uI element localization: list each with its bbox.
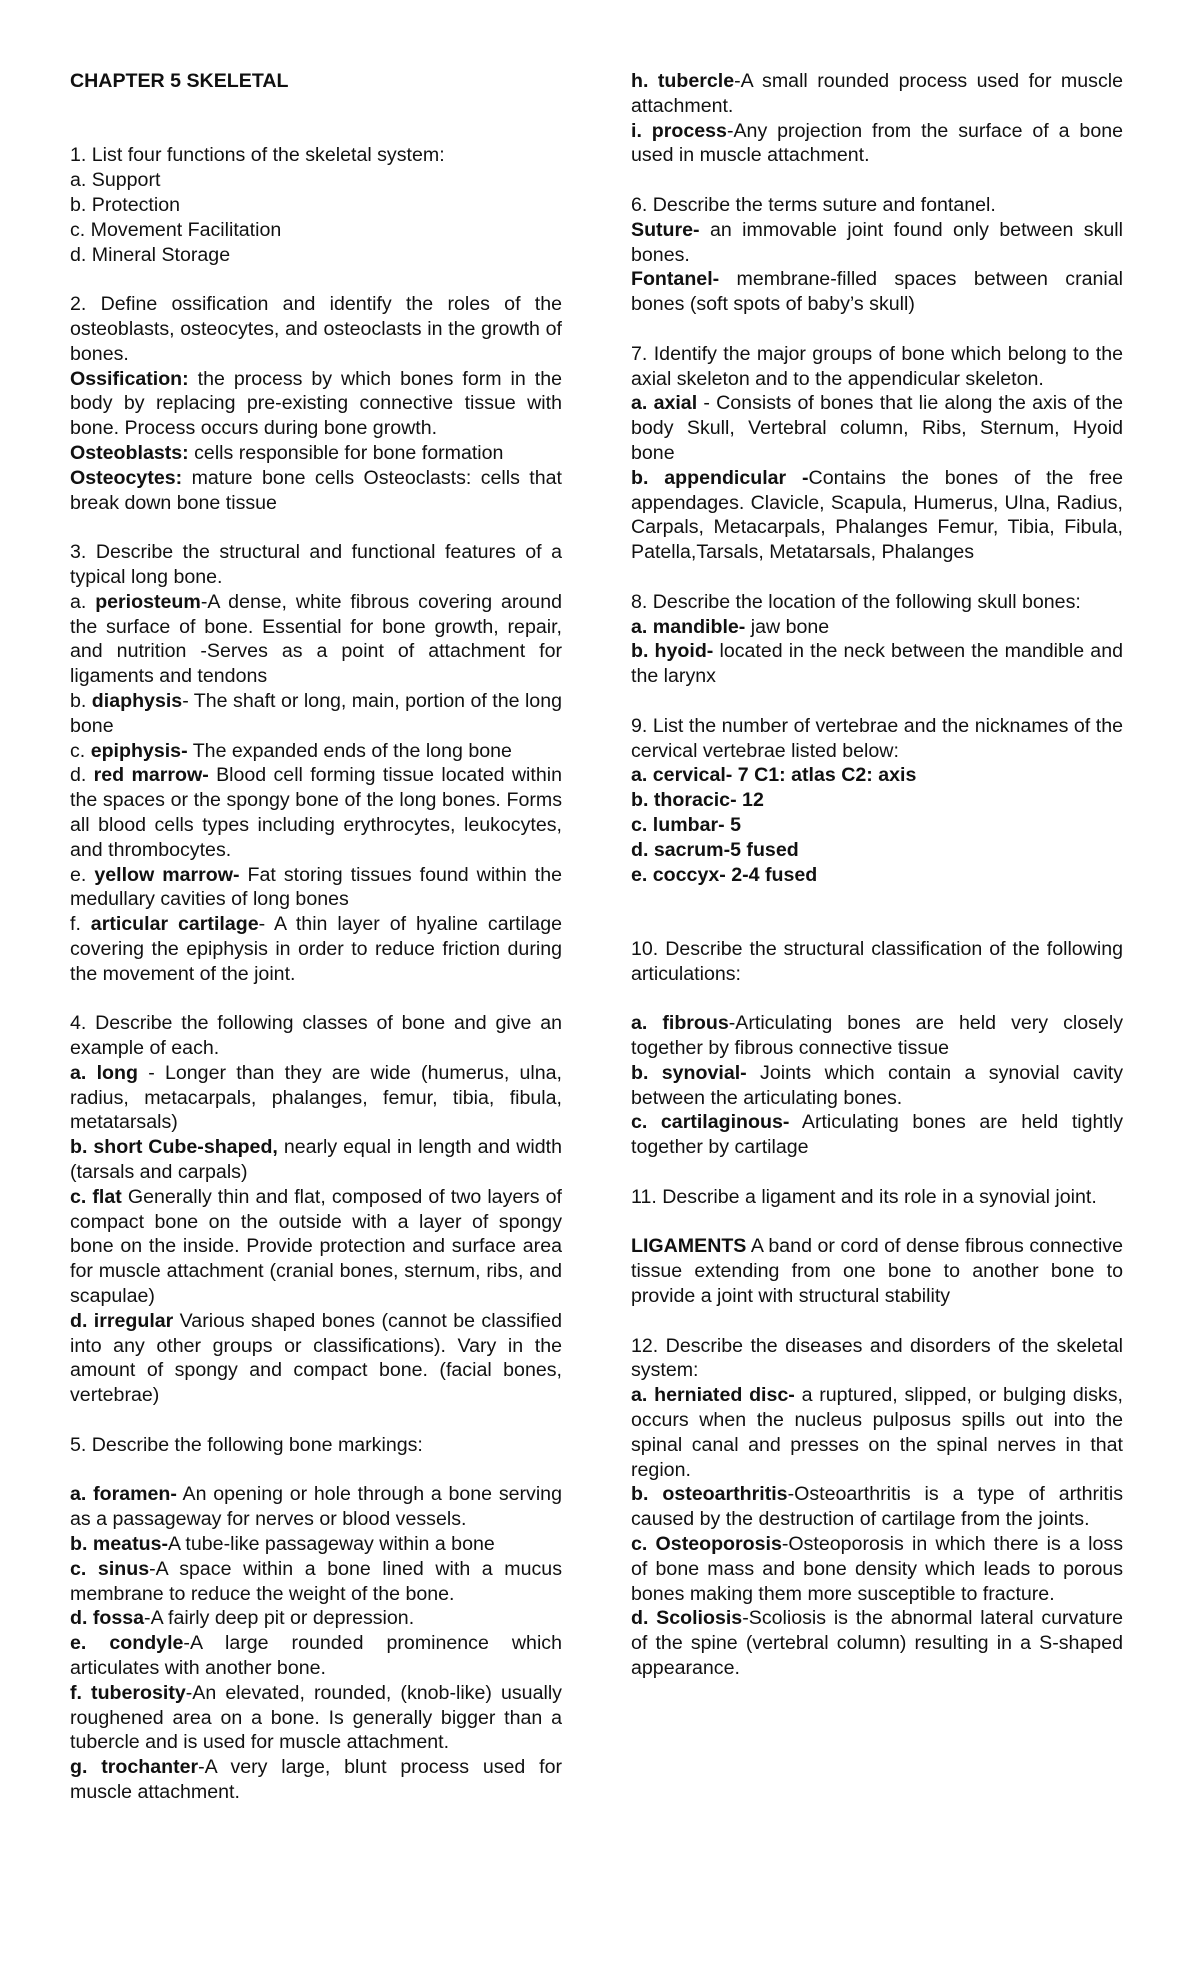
definition-term: Ossification: xyxy=(70,367,189,390)
answer-item xyxy=(70,1309,562,1408)
item-term: h. tubercle xyxy=(631,70,735,92)
answer-item xyxy=(70,1606,562,1631)
answer-item: b. Protection xyxy=(70,193,181,216)
item-term: b. osteoarthritis xyxy=(631,1483,788,1506)
item-text: -Scoliosis is the abnormal lateral curvature of the spine (vertebral column) resulting in a S-shaped appearance. xyxy=(631,1607,1124,1679)
item-text: -A dense, white fibrous covering around the surface of bone. Essential for bone growth, repair, and nutrition -Serves as a point of attachment for ligaments and tendons xyxy=(70,590,562,688)
answer-item xyxy=(70,590,562,689)
answer-item xyxy=(70,912,562,986)
definition-text: the process by which bones form in the body by replacing pre-existing connective tissue with bone. Process occurs during bone growth. xyxy=(70,367,562,440)
question-7: 7. Identify the major groups of bone which belong to the axial skeleton and to the appendicular skeleton. xyxy=(631,342,1123,390)
question-11: 11. Describe a ligament and its role in a synovial joint. xyxy=(631,1185,1097,1208)
item-text: -Osteoarthritis is a type of arthritis caused by the destruction of cartilage from the joints. xyxy=(631,1483,1123,1531)
answer-item xyxy=(631,1110,1123,1160)
item-term: a. herniated disc- xyxy=(631,1384,795,1407)
item-text: Blood cell forming tissue located within the spaces or the spongy bone of the long bones. Forms all blood cells types including erythrocytes, leukocytes, and thrombocytes. xyxy=(70,764,562,861)
item-text: An opening or hole through a bone serving as a passageway for nerves or blood vessels. xyxy=(70,1483,562,1531)
chapter-title: CHAPTER 5 SKELETAL xyxy=(70,70,289,92)
answer-item: c. Movement Facilitation xyxy=(70,218,282,241)
item-term: a. mandible- xyxy=(631,615,746,638)
item-prefix: d. xyxy=(70,764,94,787)
left-column xyxy=(70,69,562,1805)
answer-item xyxy=(631,1011,1123,1061)
item-prefix: e. xyxy=(70,863,95,886)
answer-item xyxy=(70,1532,562,1557)
item-term: f. tuberosity xyxy=(70,1681,186,1704)
item-prefix: f. xyxy=(70,913,91,936)
item-text: jaw bone xyxy=(745,615,830,638)
answer-item xyxy=(631,1532,1123,1606)
item-term: red marrow- xyxy=(93,764,209,787)
item-term: b. appendicular - xyxy=(631,466,809,489)
item-text: - Consists of bones that lie along the axis of the body Skull, Vertebral column, Ribs, Sternum, Hyoid bone xyxy=(631,392,1123,464)
item-text: Articulating bones are held tightly together by cartilage xyxy=(631,1111,1123,1159)
answer-item xyxy=(70,1482,562,1532)
answer-item xyxy=(631,391,1123,465)
question-12: 12. Describe the diseases and disorders of the skeletal system: xyxy=(631,1334,1123,1382)
answer-item xyxy=(631,615,1123,640)
item-term: Suture- xyxy=(631,218,700,241)
question-5: 5. Describe the following bone markings: xyxy=(70,1433,423,1456)
item-term: a. foramen- xyxy=(70,1483,177,1506)
answer-item xyxy=(70,739,562,764)
answer-item xyxy=(70,1755,562,1805)
answer-item xyxy=(631,1482,1123,1532)
question-2: 2. Define ossification and identify the roles of the osteoblasts, osteocytes, and osteoclasts in the growth of bones. xyxy=(70,293,562,365)
item-term: i. process xyxy=(631,119,727,142)
answer-item xyxy=(631,1383,1123,1482)
item-text: a ruptured, slipped, or bulging disks, occurs when the nucleus pulposus spills out into the spinal canal and presses on the spinal nerves in that region. xyxy=(631,1384,1123,1481)
answer-item xyxy=(70,689,562,739)
item-term: c. sinus xyxy=(70,1557,150,1580)
definition-term: Osteoblasts: xyxy=(70,441,189,464)
item-text: nearly equal in length and width (tarsals and carpals) xyxy=(70,1136,562,1184)
item-text: -A very large, blunt process used for muscle attachment. xyxy=(70,1756,562,1803)
item-text: located in the neck between the mandible and the larynx xyxy=(631,640,1123,688)
item-text: The expanded ends of the long bone xyxy=(187,739,512,762)
item-text: A band or cord of dense fibrous connective tissue extending from one bone to another bone to provide a joint with structural stability xyxy=(631,1235,1123,1308)
answer-item xyxy=(70,1135,562,1185)
item-text: membrane-filled spaces between cranial bones (soft spots of baby’s skull) xyxy=(631,268,1123,316)
item-term: LIGAMENTS xyxy=(631,1235,747,1258)
item-term: epiphysis- xyxy=(90,739,188,762)
item-term: a. fibrous xyxy=(631,1012,729,1035)
item-text: -A large rounded prominence which articulates with another bone. xyxy=(70,1632,562,1679)
answer-item xyxy=(631,1061,1123,1111)
item-term: d. fossa xyxy=(70,1607,145,1630)
item-text: Joints which contain a synovial cavity between the articulating bones. xyxy=(631,1061,1123,1109)
item-text: Various shaped bones (cannot be classified into any other groups or classifications). Vary in the amount of spongy and compact bone. (facial bones, vertebrae) xyxy=(70,1309,562,1407)
answer-item xyxy=(631,119,1123,169)
item-term: c. Osteoporosis xyxy=(631,1533,782,1556)
answer-item xyxy=(631,1234,1123,1308)
definition xyxy=(70,441,562,466)
answer-item xyxy=(631,838,1123,863)
item-term: g. trochanter xyxy=(70,1756,199,1779)
item-term: b. hyoid- xyxy=(631,640,714,663)
item-text: - Longer than they are wide (humerus, ulna, radius, metacarpals, phalanges, femur, tibia, fibula, metatarsals) xyxy=(70,1061,562,1134)
item-term: yellow marrow- xyxy=(94,863,240,886)
answer-item xyxy=(631,813,1123,838)
item-prefix: b. xyxy=(70,689,92,712)
answer-item xyxy=(631,218,1123,268)
item-text: -A small rounded process used for muscle attachment. xyxy=(631,70,1123,117)
answer-item xyxy=(70,1681,562,1755)
answer-item xyxy=(70,863,562,913)
item-text: Fat storing tissues found within the medullary cavities of long bones xyxy=(70,863,562,911)
item-text: an immovable joint found only between skull bones. xyxy=(631,218,1123,266)
answer-item xyxy=(631,639,1123,689)
item-term: b. meatus- xyxy=(70,1533,168,1556)
answer-item xyxy=(631,863,1123,888)
question-4: 4. Describe the following classes of bone and give an example of each. xyxy=(70,1012,562,1060)
answer-item xyxy=(631,763,1123,788)
definition-term: Osteocytes: xyxy=(70,466,183,489)
item-text: Generally thin and flat, composed of two layers of compact bone on the outside with a layer of spongy bone on the inside. Provide protection and surface area for muscle attachment (cranial bones, sternum, ribs, and scapulae) xyxy=(70,1185,562,1308)
item-term: d. sacrum-5 fused xyxy=(631,838,799,861)
definition-text: cells responsible for bone formation xyxy=(188,441,504,464)
definition-text: mature bone cells Osteoclasts: cells that break down bone tissue xyxy=(70,466,562,514)
item-term: a. cervical- 7 C1: atlas C2: axis xyxy=(631,764,917,787)
item-term: c. lumbar- 5 xyxy=(631,813,741,836)
question-9: 9. List the number of vertebrae and the nicknames of the cervical vertebrae listed below: xyxy=(631,714,1123,762)
definition xyxy=(70,466,562,516)
item-prefix: a. xyxy=(70,590,96,613)
item-term: b. synovial- xyxy=(631,1061,747,1084)
answer-item xyxy=(70,1631,562,1681)
item-text: -Articulating bones are held very closely together by fibrous connective tissue xyxy=(631,1012,1123,1060)
item-term: a. long xyxy=(70,1061,138,1084)
right-column xyxy=(631,69,1123,1681)
answer-item xyxy=(70,763,562,862)
answer-item: d. Mineral Storage xyxy=(70,243,231,266)
item-term: articular cartilage xyxy=(90,913,259,936)
answer-item xyxy=(70,1185,562,1309)
item-term: a. axial xyxy=(631,392,698,415)
item-term: b. thoracic- 12 xyxy=(631,789,764,812)
item-term: d. irregular xyxy=(70,1309,174,1332)
item-text: Contains the bones of the free appendages. Clavicle, Scapula, Humerus, Ulna, Radius, Carpals, Metacarpals, Phalanges Femur, Tibia, Fibula, Patella,Tarsals, Metatarsals, Phalanges xyxy=(631,466,1123,564)
item-text: -A fairly deep pit or depression. xyxy=(144,1607,415,1630)
item-term: e. coccyx- 2-4 fused xyxy=(631,863,818,886)
item-text: -Any projection from the surface of a bone used in muscle attachment. xyxy=(631,119,1124,167)
question-8: 8. Describe the location of the following skull bones: xyxy=(631,590,1081,613)
item-text: -An elevated, rounded, (knob-like) usually roughened area on a bone. Is generally bigger than a tubercle and is used for muscle attachment. xyxy=(70,1681,562,1754)
answer-item: a. Support xyxy=(70,169,161,192)
answer-item xyxy=(631,466,1123,565)
answer-item xyxy=(70,1557,562,1607)
item-term: periosteum xyxy=(95,590,201,613)
answer-item xyxy=(631,788,1123,813)
item-text: -A space within a bone lined with a mucus membrane to reduce the weight of the bone. xyxy=(70,1557,562,1605)
item-text: A tube-like passageway within a bone xyxy=(168,1533,495,1556)
answer-item xyxy=(631,1606,1123,1680)
item-text: - The shaft or long, main, portion of the long bone xyxy=(70,689,562,737)
item-term: c. flat xyxy=(70,1185,122,1208)
item-term: Fontanel- xyxy=(631,268,720,291)
question-1: 1. List four functions of the skeletal system: xyxy=(70,144,445,167)
definition xyxy=(70,367,562,441)
answer-item xyxy=(70,1061,562,1135)
item-prefix: c. xyxy=(70,739,91,762)
item-term: c. cartilaginous- xyxy=(631,1111,790,1134)
item-text: -Osteoporosis in which there is a loss of bone mass and bone density which leads to porous bones making them more susceptible to fracture. xyxy=(631,1533,1123,1605)
item-term: e. condyle xyxy=(70,1632,184,1655)
question-6: 6. Describe the terms suture and fontanel. xyxy=(631,193,996,216)
answer-item xyxy=(631,267,1123,317)
item-text: - A thin layer of hyaline cartilage covering the epiphysis in order to reduce friction during the movement of the joint. xyxy=(70,913,562,985)
item-term: diaphysis xyxy=(91,689,183,712)
question-3: 3. Describe the structural and functional features of a typical long bone. xyxy=(70,541,562,588)
question-10: 10. Describe the structural classification of the following articulations: xyxy=(631,937,1123,985)
item-term: b. short Cube-shaped, xyxy=(70,1136,278,1159)
answer-item xyxy=(631,69,1123,119)
item-term: d. Scoliosis xyxy=(631,1607,743,1630)
